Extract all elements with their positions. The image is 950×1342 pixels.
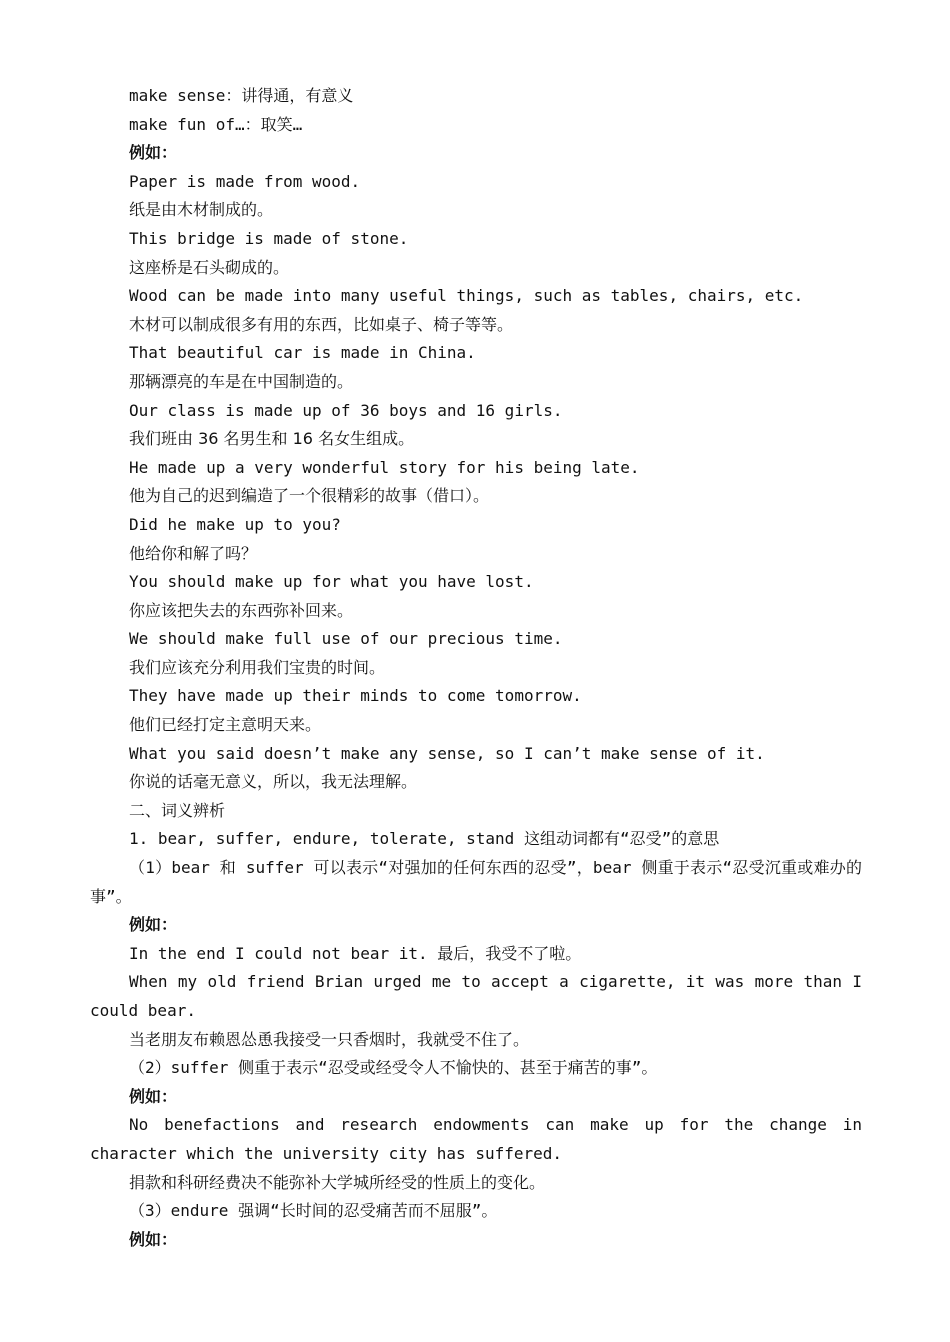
text-line: They have made up their minds to come tomorrow.	[129, 686, 582, 706]
text-line: That beautiful car is made in China.	[129, 343, 476, 363]
text-line: Our class is made up of 36 boys and 16 girls.	[129, 400, 563, 420]
text-line: 他为自己的迟到编造了一个很精彩的故事（借口）。	[129, 486, 490, 506]
text-line: We should make full use of our precious time.	[129, 629, 563, 649]
text-line: make sense：讲得通，有意义	[129, 86, 354, 105]
text-line: 木材可以制成很多有用的东西，比如桌子、椅子等等。	[129, 314, 514, 334]
example-heading: 例如：	[129, 1229, 178, 1249]
text-line: 我们班由 36 名男生和 16 名女生组成。	[129, 429, 415, 449]
text-line: （3）endure 强调“长时间的忍受痛苦而不屈服”。	[129, 1201, 498, 1221]
text-line: Paper is made from wood.	[129, 171, 361, 191]
text-line: In the end I could not bear it. 最后，我受不了啦。	[129, 943, 582, 963]
text-line: 二、词义辨析	[129, 800, 226, 820]
text-line: When my old friend Brian urged me to accept a cigarette, it was more than I could bear.	[90, 972, 862, 1020]
text-line: Did he make up to you?	[129, 514, 341, 534]
text-line: You should make up for what you have lost.	[129, 572, 534, 592]
text-line: This bridge is made of stone.	[129, 228, 409, 248]
example-heading: 例如：	[129, 1086, 178, 1106]
text-line: No benefactions and research endowments can make up for the change in character which the university city has suffered.	[90, 1115, 862, 1163]
text-line: 纸是由木材制成的。	[129, 200, 274, 220]
document-page	[90, 82, 862, 1254]
text-line: 他给你和解了吗？	[129, 543, 258, 563]
text-line: 这座桥是石头砌成的。	[129, 257, 290, 277]
text-line: 捐款和科研经费决不能弥补大学城所经受的性质上的变化。	[129, 1172, 546, 1192]
text-line: 那辆漂亮的车是在中国制造的。	[129, 371, 354, 391]
text-line: （1）bear 和 suffer 可以表示“对强加的任何东西的忍受”，bear 侧重于表示“忍受沉重或难办的事”。	[90, 858, 862, 906]
text-line: （2）suffer 侧重于表示“忍受或经受令人不愉快的、甚至于痛苦的事”。	[129, 1058, 658, 1078]
example-heading: 例如：	[129, 915, 178, 935]
text-line: 你应该把失去的东西弥补回来。	[129, 600, 354, 620]
text-line: 1. bear, suffer, endure, tolerate, stand 这组动词都有“忍受”的意思	[129, 829, 720, 849]
text-line: What you said doesn’t make any sense, so I can’t make sense of it.	[129, 743, 765, 763]
text-line: 你说的话毫无意义，所以，我无法理解。	[129, 772, 418, 792]
text-line: He made up a very wonderful story for his being late.	[129, 457, 640, 477]
example-heading: 例如：	[129, 143, 178, 163]
text-line: 当老朋友布赖恩怂恿我接受一只香烟时，我就受不住了。	[129, 1029, 530, 1049]
text-line: Wood can be made into many useful things, such as tables, chairs, etc.	[129, 286, 804, 306]
text-line: make fun of…：取笑…	[129, 114, 303, 134]
text-line: 他们已经打定主意明天来。	[129, 715, 322, 735]
text-line: 我们应该充分利用我们宝贵的时间。	[129, 657, 386, 677]
